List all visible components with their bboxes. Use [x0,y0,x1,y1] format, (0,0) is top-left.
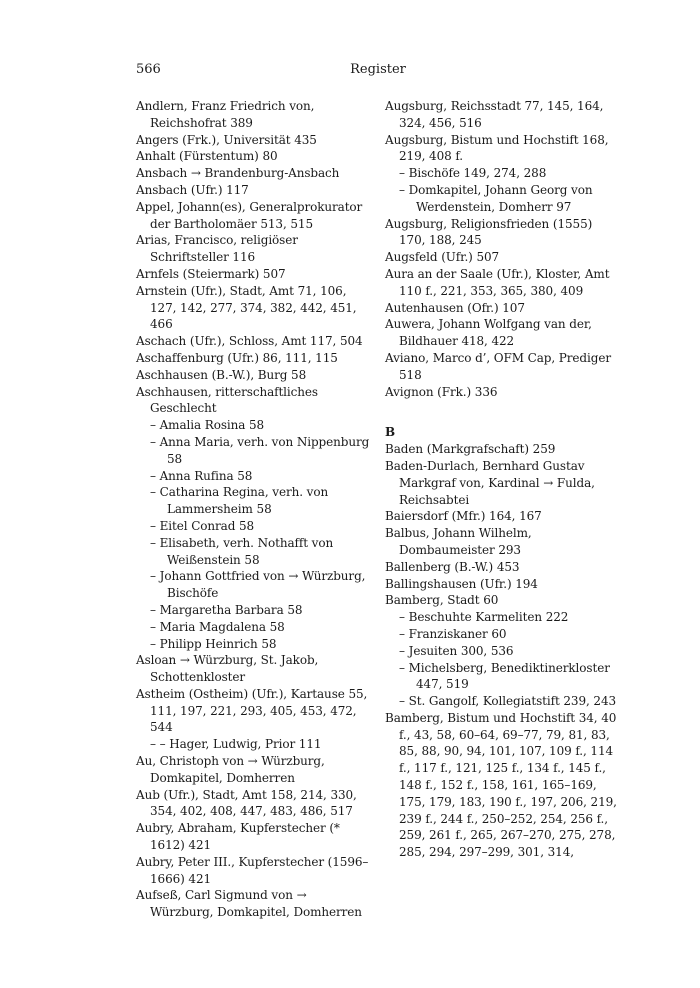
page-header [136,62,620,82]
index-entry: – Domkapitel, Johann Georg von Werdenstein, Domherr 97 [399,182,593,214]
index-entry: Angers (Frk.), Universität 435 [136,132,317,147]
index-entry: – Bischöfe 149, 274, 288 [399,166,547,181]
index-entry: – Philipp Heinrich 58 [150,636,277,651]
index-entry: Baiersdorf (Mfr.) 164, 167 [385,509,542,524]
index-entry: – Jesuiten 300, 536 [399,643,514,658]
index-entry: Aschaffenburg (Ufr.) 86, 111, 115 [136,350,338,365]
index-entry: Bamberg, Bistum und Hochstift 34, 40 f., 43, 58, 60–64, 69–77, 79, 81, 83, 85, 88, 90, 94, 101, 107, 109 f., 114 f., 117 f., 121, 125 f., 134 f., 145 f., 148 f., 152 f., 158, 161, 165–169, 175, 179, 183, 190 f., 197, 206, 219, 239 f., 244 f., 250–252, 254, 256 f., 259, 261 f., 265, 267–270, 275, 278, 285, 294, 297–299, 301, 314, [385,710,617,860]
section-gap [385,400,621,424]
index-entry: Arnfels (Steiermark) 507 [136,266,286,281]
index-entry: – Maria Magdalena 58 [150,619,285,634]
index-entry: Aura an der Saale (Ufr.), Kloster, Amt 110 f., 221, 353, 365, 380, 409 [385,266,610,298]
index-entry: Arnstein (Ufr.), Stadt, Amt 71, 106, 127, 142, 277, 374, 382, 442, 451, 466 [136,283,357,332]
index-entry: Bamberg, Stadt 60 [385,593,499,608]
index-entry: Balbus, Johann Wilhelm, Dombaumeister 293 [385,526,532,557]
index-entry: Augsburg, Bistum und Hochstift 168, 219, 408 f. [385,132,609,164]
index-entry: Aviano, Marco d’, OFM Cap, Prediger 518 [385,350,611,382]
index-entry: – Amalia Rosina 58 [150,418,265,433]
index-entry: Augsburg, Reichsstadt 77, 145, 164, 324, 456, 516 [385,99,604,130]
index-entry: – Johann Gottfried von → Würzburg, Bischöfe [150,569,366,601]
index-group-a [385,98,621,400]
index-entry: Avignon (Frk.) 336 [385,384,498,399]
index-entry: Aub (Ufr.), Stadt, Amt 158, 214, 330, 354, 402, 408, 447, 483, 486, 517 [136,787,357,819]
index-entry: Baden (Markgrafschaft) 259 [385,442,556,457]
index-entry: Ballingshausen (Ufr.) 194 [385,576,538,591]
index-entry: – St. Gangolf, Kollegiatstift 239, 243 [399,694,617,709]
running-head: Register [350,62,406,77]
index-group-b [385,441,621,861]
index-entry: Astheim (Ostheim) (Ufr.), Kartause 55, 111, 197, 221, 293, 405, 453, 472, 544 [136,686,368,735]
index-entry: Auwera, Johann Wolfgang van der, Bildhauer 418, 422 [385,317,592,349]
index-entry: Ansbach → Brandenburg-Ansbach [136,166,340,181]
index-column-right [385,98,621,861]
index-entry: Aschhausen (B.-W.), Burg 58 [136,367,307,382]
index-entry: Aubry, Abraham, Kupferstecher (* 1612) 421 [136,821,340,853]
index-entry: Appel, Johann(es), Generalprokurator der Bartholomäer 513, 515 [136,199,363,231]
index-entry: – Anna Maria, verh. von Nippenburg 58 [150,434,370,466]
index-entry: Baden-Durlach, Bernhard Gustav Markgraf von, Kardinal → Fulda, Reichsabtei [385,458,595,507]
index-entry: Ansbach (Ufr.) 117 [136,182,249,197]
index-entry: – Eitel Conrad 58 [150,518,255,533]
index-entry: – Anna Rufina 58 [150,468,253,483]
index-entry: – Michelsberg, Benediktinerkloster 447, 519 [399,660,610,692]
index-entry: Au, Christoph von → Würzburg, Domkapitel, Domherren [136,754,325,785]
index-entry: – Elisabeth, verh. Nothafft von Weißenstein 58 [150,535,334,567]
index-entry: – Margaretha Barbara 58 [150,602,303,617]
index-entry: Aubry, Peter III., Kupferstecher (1596–1666) 421 [136,854,369,886]
index-entry: Asloan → Würzburg, St. Jakob, Schottenkloster [136,653,319,685]
index-entry: Anhalt (Fürstentum) 80 [136,149,278,164]
index-entry: – Catharina Regina, verh. von Lammersheim 58 [150,485,329,517]
index-entry: Arias, Francisco, religiöser Schriftsteller 116 [136,233,298,265]
index-entry: – Beschuhte Karmeliten 222 [399,610,569,625]
index-entry: – – Hager, Ludwig, Prior 111 [150,737,322,752]
index-entry: Augsburg, Religionsfrieden (1555) 170, 188, 245 [385,216,593,248]
index-entry: Aschhausen, ritterschaftliches Geschlecht [136,384,318,416]
index-entry: Andlern, Franz Friedrich von, Reichshofrat 389 [136,99,315,130]
section-letter: B [385,425,396,440]
index-entry: Ballenberg (B.-W.) 453 [385,559,520,574]
index-column-left [136,98,372,921]
index-entry: Autenhausen (Ofr.) 107 [385,300,525,315]
index-entry: – Franziskaner 60 [399,626,507,641]
index-entry: Aschach (Ufr.), Schloss, Amt 117, 504 [136,334,363,349]
index-entry: Augsfeld (Ufr.) 507 [385,250,500,265]
index-entry: Aufseß, Carl Sigmund von → Würzburg, Domkapitel, Domherren [136,888,362,920]
page-number: 566 [136,62,161,77]
